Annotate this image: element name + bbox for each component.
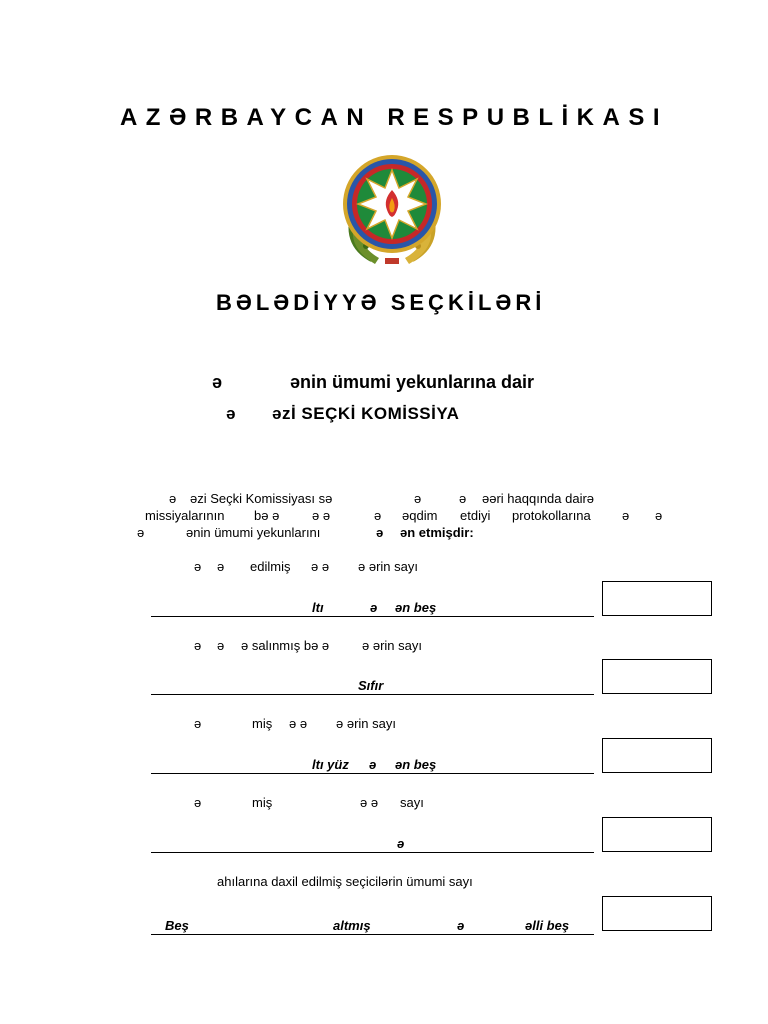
item-value-word: ə — [370, 600, 378, 615]
item-label-word: ə ə — [311, 559, 330, 574]
item-value-word: ən beş — [395, 757, 437, 772]
item-number-box[interactable] — [602, 738, 712, 773]
item-label-word: ə salınmış bə ə — [241, 638, 330, 653]
item-value-word: ə — [397, 836, 405, 851]
intro-word: əqdim — [402, 508, 438, 523]
item-value-word: ltı — [312, 600, 324, 615]
item-label-word: ə ə — [289, 716, 308, 731]
item-label-word: edilmiş — [250, 559, 291, 574]
item-label-word: sayı — [400, 795, 424, 810]
intro-word: əzi Seçki Komissiyası sə — [190, 491, 333, 506]
intro-word: əəri haqqında dairə — [482, 491, 595, 506]
item-label-word: ə — [217, 638, 225, 653]
item-underline — [151, 616, 594, 617]
item-value-word: Sıfır — [358, 678, 384, 693]
item-number-box[interactable] — [602, 896, 712, 931]
document-subtitle: BƏLƏDİYYƏ SEÇKİLƏRİ — [216, 290, 546, 315]
item-label-word: ə — [217, 559, 225, 574]
item-number-box[interactable] — [602, 581, 712, 616]
item-underline — [151, 852, 594, 853]
item-value-word: ə — [457, 918, 465, 933]
item-label-word: ə ə — [360, 795, 379, 810]
item-value-word: Beş — [165, 918, 189, 933]
state-emblem-icon — [331, 150, 453, 274]
intro-word: ə — [622, 508, 630, 523]
item-underline — [151, 694, 594, 695]
intro-word: ə — [655, 508, 663, 523]
intro-word: ə ə — [312, 508, 331, 523]
heading-line2-text: əzİ SEÇKİ KOMİSSİYA — [272, 404, 460, 423]
item-number-box[interactable] — [602, 817, 712, 852]
item-label-word: miş — [252, 716, 273, 731]
item-underline — [151, 773, 594, 774]
item-label-word: ə ərin sayı — [336, 716, 396, 731]
intro-word: protokollarına — [512, 508, 591, 523]
intro-word: ən etmişdir: — [400, 525, 474, 540]
item-label-word: ə ərin sayı — [358, 559, 418, 574]
item-value-word: ən beş — [395, 600, 437, 615]
item-underline — [151, 934, 594, 935]
intro-word: ə — [169, 491, 177, 506]
item-label-word: ə — [194, 795, 202, 810]
document-title: AZƏRBAYCAN RESPUBLİKASI — [119, 104, 669, 131]
heading-line1-text: ənin ümumi yekunlarına dair — [290, 372, 535, 392]
intro-word: ə — [459, 491, 467, 506]
intro-word: missiyalarının — [145, 508, 225, 523]
intro-word: ə — [137, 525, 145, 540]
item-value-word: ltı yüz — [312, 757, 349, 772]
heading-line2-prefix: ə — [226, 404, 236, 423]
item-label-word: ə — [194, 559, 202, 574]
intro-word: ə — [376, 525, 384, 540]
item-value-word: altmış — [333, 918, 371, 933]
item-label-word: miş — [252, 795, 273, 810]
item-label-word: ə ərin sayı — [362, 638, 422, 653]
intro-word: ə — [374, 508, 382, 523]
item-label-word: ə — [194, 716, 202, 731]
item-label-word: ahılarına daxil edilmiş seçicilərin ümumi sayı — [217, 874, 473, 889]
intro-word: bə ə — [254, 508, 280, 523]
item-number-box[interactable] — [602, 659, 712, 694]
intro-word: ə — [414, 491, 422, 506]
item-value-word: ə — [369, 757, 377, 772]
heading-line1-prefix: ə — [212, 372, 223, 392]
item-value-word: əlli beş — [525, 918, 570, 933]
intro-word: ənin ümumi yekunlarını — [186, 525, 321, 540]
item-label-word: ə — [194, 638, 202, 653]
intro-word: etdiyi — [460, 508, 491, 523]
